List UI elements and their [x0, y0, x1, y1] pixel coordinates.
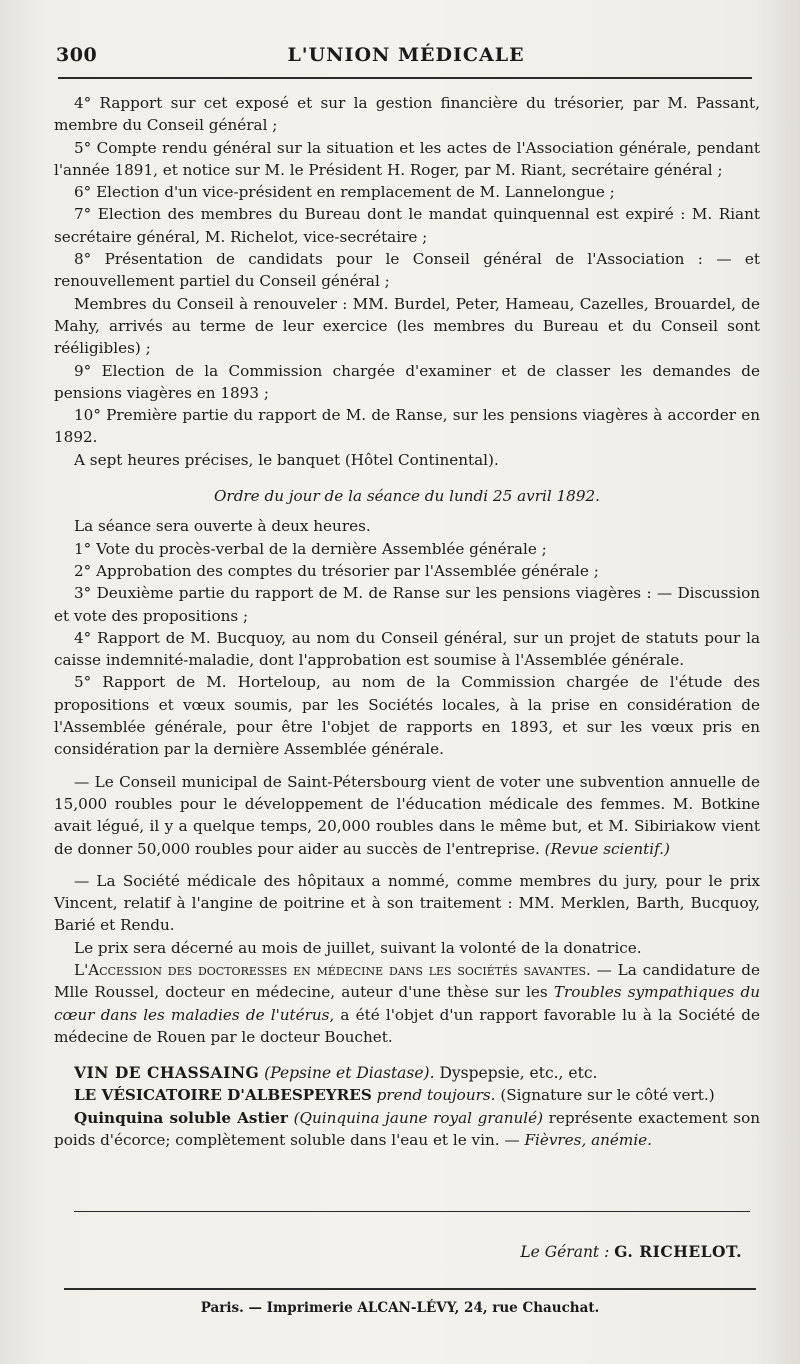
news-petersburg-source: (Revue scientif.) — [544, 839, 670, 858]
printer-imprint: Paris. — Imprimerie ALCAN-LÉVY, 24, rue Chauchat. — [200, 1300, 600, 1316]
header-rule — [58, 77, 752, 79]
agenda-item-2: 2° Approbation des comptes du trésorier par l'Assemblée générale ; — [74, 561, 599, 580]
news-accession — [54, 959, 760, 1048]
news-petersburg-text: — Le Conseil municipal de Saint-Pétersbourg vient de voter une subvention annuelle de 15,000 roubles pour le développement de l'éducation médicale des femmes. M. Botkine avait légué, il y a quelque temps, 20,000 roubles dans le même but, et M. Sibiriakow vient de donner 50,000 roubles pour aider au succès de l'entreprise. — [54, 772, 760, 858]
ads-rule — [74, 1211, 750, 1212]
agenda-item-3: 3° Deuxième partie du rapport de M. de Ranse sur les pensions viagères : — Discussion et vote des propositions ; — [54, 584, 760, 625]
item-10: 10° Première partie du rapport de M. de Ranse, sur les pensions viagères à accorder en 1892. — [54, 406, 760, 447]
item-5: 5° Compte rendu général sur la situation et les actes de l'Association générale, pendant l'année 1891, et notice sur M. le Président H. Roger, par M. Riant, secrétaire général ; — [54, 138, 760, 179]
running-title: L'UNION MÉDICALE — [287, 44, 525, 66]
news-accession-thesis: Troubles sympathiques du cœur dans les maladies de l'utérus — [54, 983, 761, 1024]
page-header — [56, 38, 756, 72]
agenda-opening: La séance sera ouverte à deux heures. — [74, 517, 371, 536]
news-prix-date: Le prix sera décerné au mois de juillet, suivant la volonté de la donatrice. — [74, 938, 642, 957]
item-4: 4° Rapport sur cet exposé et sur la gestion financière du trésorier, par M. Passant, membre du Conseil général ; — [54, 94, 760, 135]
agenda-heading: Ordre du jour de la séance du lundi 25 avril 1892. — [213, 487, 600, 506]
agenda-item-1: 1° Vote du procès-verbal de la dernière Assemblée générale ; — [74, 539, 547, 558]
item-6: 6° Election d'un vice-président en remplacement de M. Lannelongue ; — [74, 183, 615, 202]
ad-quinquina — [54, 1107, 760, 1152]
ad-vin-rest: Dyspepsie, etc., etc. — [434, 1064, 598, 1083]
gerant-signature — [520, 1242, 742, 1261]
item-7: 7° Election des membres du Bureau dont le mandat quinquennal est expiré : M. Riant secrétaire général, M. Richelot, vice-secrétaire ; — [54, 205, 760, 246]
gerant-label: Le Gérant : — [520, 1243, 610, 1261]
ad-vin-name: VIN DE CHASSAING — [74, 1063, 260, 1083]
gerant-name: G. RICHELOT. — [614, 1242, 742, 1261]
ad-quinq-sub: (Quinquina jaune royal granulé) — [293, 1108, 544, 1127]
ad-quinq-tail: Fièvres, anémie. — [524, 1131, 652, 1150]
item-8: 8° Présentation de candidats pour le Conseil général de l'Association : — et renouvellement partiel du Conseil général ; — [54, 250, 760, 291]
news-accession-text-a: — La candidature de Mlle Roussel, docteur en médecine, auteur d'une thèse sur les — [54, 960, 760, 1002]
news-petersburg — [54, 771, 760, 860]
news-prix-vincent: — La Société médicale des hôpitaux a nommé, comme membres du jury, pour le prix Vincent, relatif à l'angine de poitrine et à son traitement : MM. Merklen, Barth, Bucquoy, Barié et Rendu. — [54, 871, 760, 935]
article-body — [54, 92, 760, 1151]
ad-vin-sub: (Pepsine et Diastase). — [264, 1064, 435, 1083]
ad-quinq-text: représente exactement son poids d'écorce; complètement soluble dans l'eau et le vin. — — [54, 1108, 760, 1150]
ad-vesicatoire — [54, 1084, 760, 1106]
ad-quinq-name: Quinquina soluble Astier — [74, 1108, 288, 1127]
footer-rule — [64, 1288, 756, 1290]
page-number: 300 — [56, 44, 98, 66]
banquet-note: A sept heures précises, le banquet (Hôtel Continental). — [74, 450, 499, 469]
news-accession-title: L'Accession des doctoresses en médecine dans les sociétés savantes. — [74, 960, 591, 979]
news-accession-text-b: , a été l'objet d'un rapport favorable lu à la Société de médecine de Rouen par le docteur Bouchet. — [54, 1005, 760, 1046]
ad-vesic-mid: prend toujours. — [376, 1086, 496, 1105]
ad-vesic-rest: (Signature sur le côté vert.) — [495, 1086, 715, 1105]
members-to-renew: Membres du Conseil à renouveler : MM. Burdel, Peter, Hameau, Cazelles, Brouardel, de Mahy, arrivés au terme de leur exercice (les membres du Bureau et du Conseil sont rééligibles) ; — [54, 294, 760, 358]
agenda-item-5: 5° Rapport de M. Horteloup, au nom de la Commission chargée de l'étude des propositions et vœux soumis, par les Sociétés locales, à la prise en considération de l'Assemblée générale, pour être l'objet de rapports en 1893, et sur les vœux pris en considération par la dernière Assemblée générale. — [54, 673, 760, 759]
ad-vin-chassaing — [54, 1062, 760, 1084]
item-9: 9° Election de la Commission chargée d'examiner et de classer les demandes de pensions viagères en 1893 ; — [54, 361, 760, 402]
agenda-item-4: 4° Rapport de M. Bucquoy, au nom du Conseil général, sur un projet de statuts pour la caisse indemnité-maladie, dont l'approbation est soumise à l'Assemblée générale. — [54, 628, 760, 670]
ad-vesic-name: LE VÉSICATOIRE D'ALBESPEYRES — [74, 1086, 372, 1105]
